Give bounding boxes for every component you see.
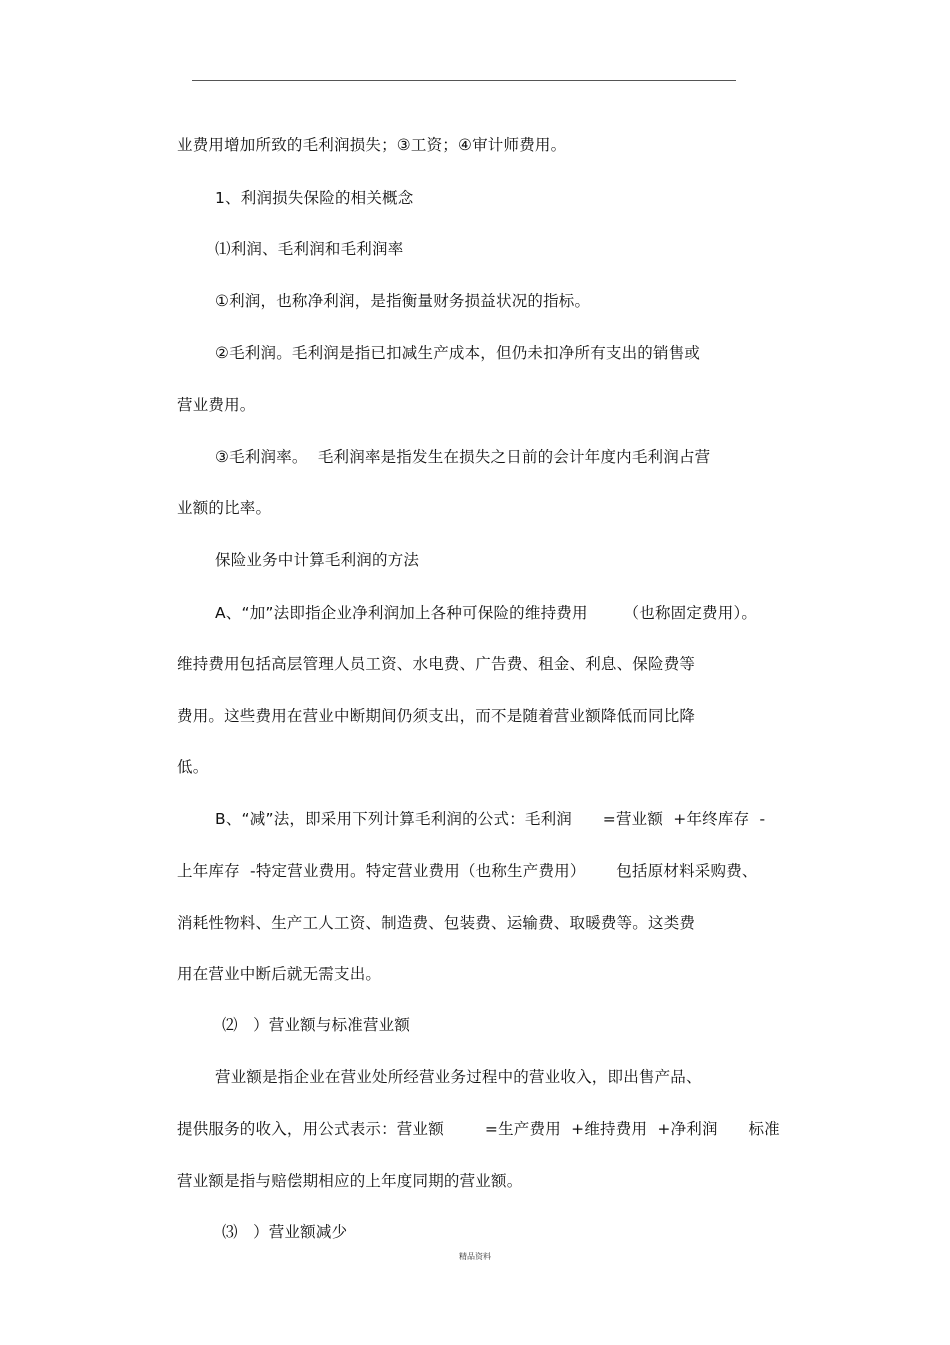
text-line: 业额的比率。 [177, 499, 272, 517]
header-rule [192, 80, 736, 81]
page-footer: 精品资料 [459, 1252, 491, 1261]
text-line: ①利润，也称净利润，是指衡量财务损益状况的指标。 [215, 292, 591, 310]
text-line: ②毛利润。毛利润是指已扣减生产成本，但仍未扣净所有支出的销售或 [215, 344, 701, 362]
text-line: A、“加”法即指企业净利润加上各种可保险的维持费用 （也称固定费用）。 [215, 604, 758, 622]
subsection-heading: 保险业务中计算毛利润的方法 [215, 551, 420, 569]
subsection-heading: ⑴利润、毛利润和毛利润率 [215, 240, 404, 258]
text-line: 消耗性物料、生产工人工资、制造费、包装费、运输费、取暖费等。这类费 [177, 914, 696, 932]
text-line: 营业额是指企业在营业处所经营业务过程中的营业收入，即出售产品、 [215, 1068, 702, 1086]
subsection-heading: ⑵ ）营业额与标准营业额 [222, 1016, 411, 1034]
text-line: 费用。这些费用在营业中断期间仍须支出，而不是随着营业额降低而同比降 [177, 707, 696, 725]
text-line: 低。 [177, 758, 209, 776]
subsection-heading: ⑶ ）营业额减少 [222, 1223, 348, 1241]
text-line: 营业费用。 [177, 396, 256, 414]
text-line: 营业额是指与赔偿期相应的上年度同期的营业额。 [177, 1172, 523, 1190]
text-line: B、“减”法，即采用下列计算毛利润的公式：毛利润 =营业额 +年终库存 - [215, 810, 766, 828]
text-line: ③毛利润率。 毛利润率是指发生在损失之日前的会计年度内毛利润占营 [215, 448, 711, 466]
text-line: 维持费用包括高层管理人员工资、水电费、广告费、租金、利息、保险费等 [177, 655, 696, 673]
text-line: 用在营业中断后就无需支出。 [177, 965, 382, 983]
text-line: 业费用增加所致的毛利润损失；③工资；④审计师费用。 [177, 136, 567, 154]
text-line: 提供服务的收入，用公式表示：营业额 =生产费用 +维持费用 +净利润 标准 [177, 1120, 780, 1138]
section-heading: 1、利润损失保险的相关概念 [215, 189, 414, 207]
text-line: 上年库存 -特定营业费用。特定营业费用（也称生产费用） 包括原材料采购费、 [177, 862, 758, 880]
